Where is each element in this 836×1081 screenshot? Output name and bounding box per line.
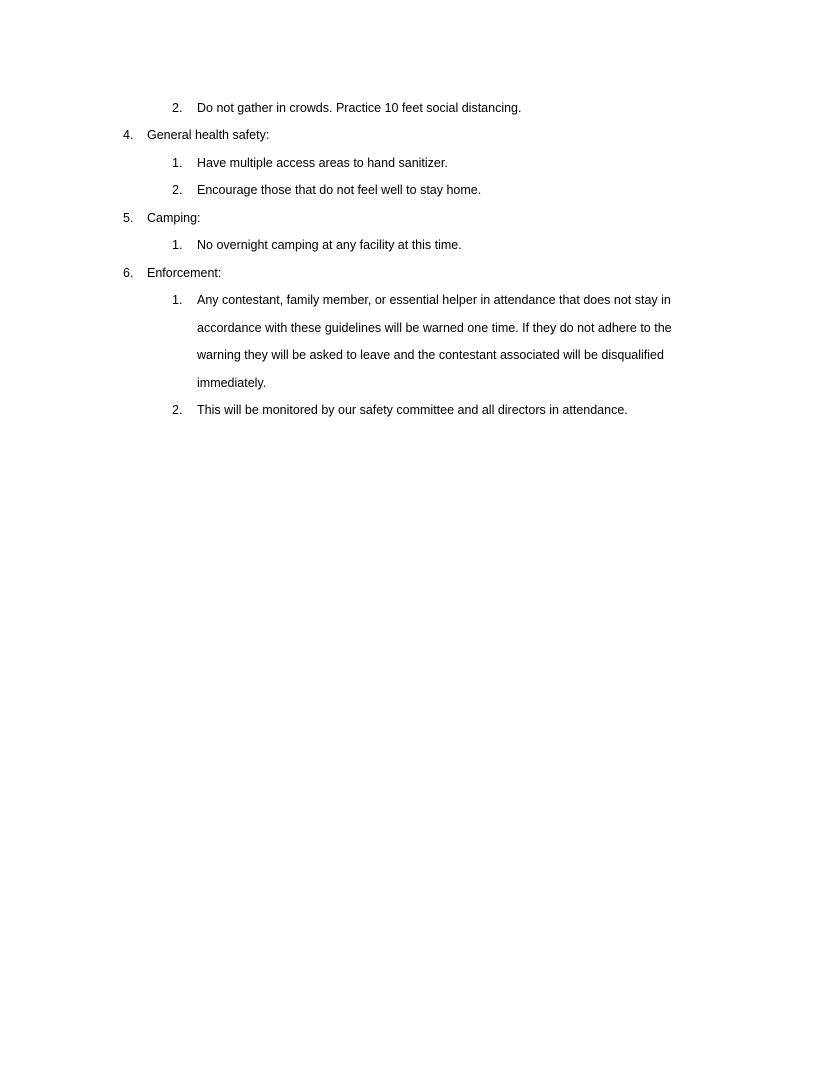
list-number: 1. — [172, 238, 183, 252]
list-item-text: No overnight camping at any facility at this time. — [197, 238, 462, 252]
list-item-text: Encourage those that do not feel well to stay home. — [197, 183, 482, 197]
section-heading: Enforcement: — [147, 266, 222, 280]
list-item-text: Have multiple access areas to hand sanitizer. — [197, 156, 448, 170]
list-number: 6. — [123, 266, 134, 280]
list-item-text: Do not gather in crowds. Practice 10 feet social distancing. — [197, 101, 522, 115]
list-number: 2. — [172, 403, 183, 417]
list-number: 5. — [123, 211, 134, 225]
list-number: 2. — [172, 183, 183, 197]
list-item-text: This will be monitored by our safety committee and all directors in attendance. — [197, 403, 628, 417]
list-item-text-line: Any contestant, family member, or essential helper in attendance that does not stay in — [197, 293, 671, 307]
list-item-text-line: accordance with these guidelines will be warned one time. If they do not adhere to the — [197, 321, 672, 335]
list-number: 4. — [123, 128, 134, 142]
list-number: 1. — [172, 293, 183, 307]
list-item-text-line: immediately. — [197, 376, 267, 390]
list-item-text-line: warning they will be asked to leave and the contestant associated will be disqualified — [197, 348, 664, 362]
section-heading: General health safety: — [147, 128, 270, 142]
section-heading: Camping: — [147, 211, 201, 225]
list-number: 1. — [172, 156, 183, 170]
list-number: 2. — [172, 101, 183, 115]
